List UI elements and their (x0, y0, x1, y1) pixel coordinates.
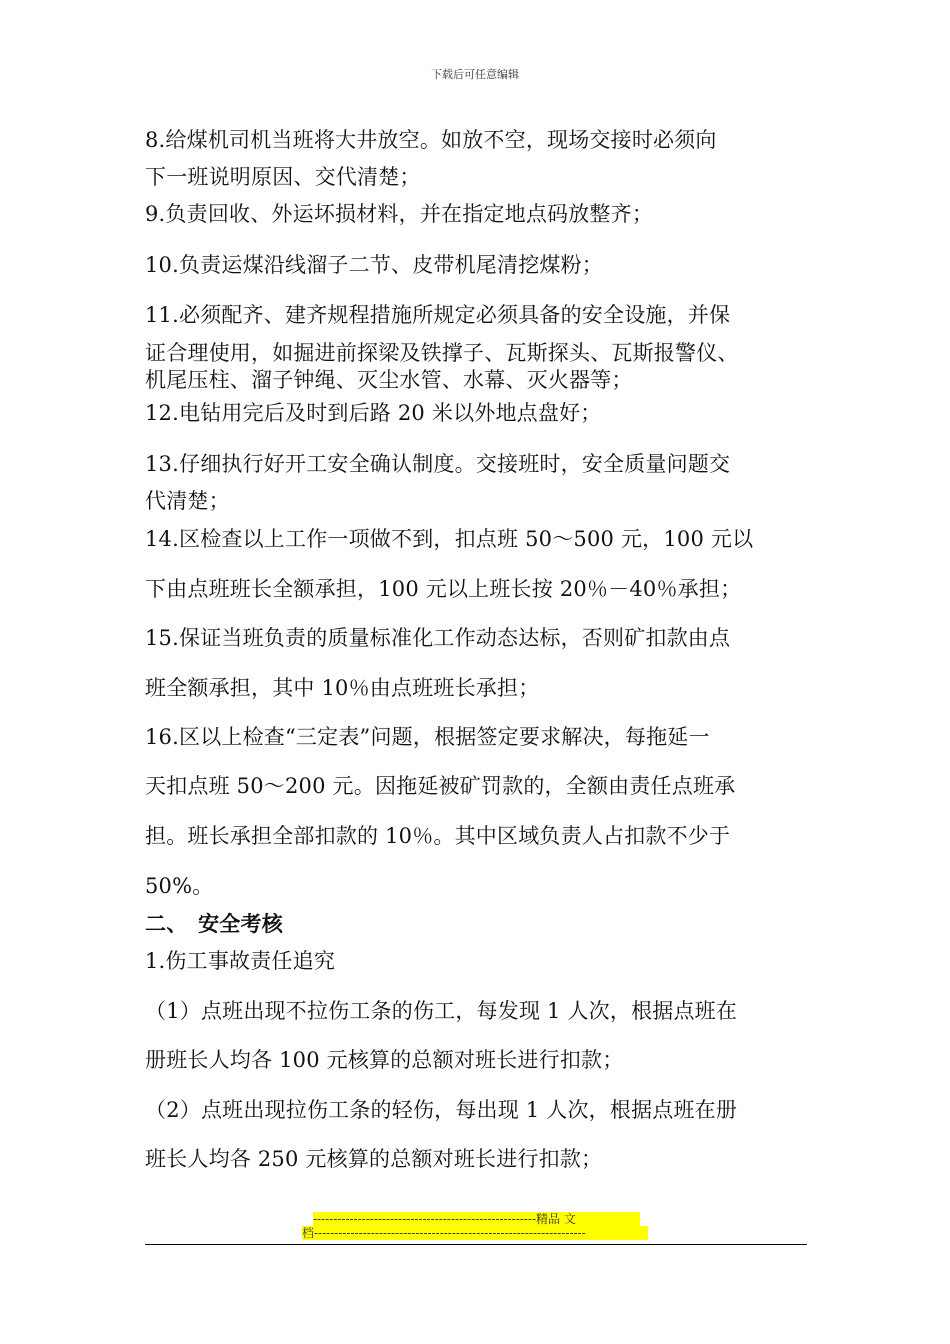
paragraph-line: 9.负责回收、外运坏损材料，并在指定地点码放整齐； (145, 202, 654, 226)
paragraph-line: 12.电钻用完后及时到后路 20 米以外地点盘好； (145, 401, 602, 425)
footer-highlight-line-1: -------------------------------------------------------精品 文 (313, 1212, 640, 1226)
paragraph-line: 1.伤工事故责任追究 (145, 949, 336, 973)
paragraph-line: （1）点班出现不拉伤工条的伤工，每发现 1 人次，根据点班在 (145, 999, 738, 1023)
paragraph-line: 担。班长承担全部扣款的 10％。其中区域负责人占扣款不少于 (145, 824, 731, 848)
paragraph-line: 代清楚； (145, 489, 230, 513)
paragraph-line: 16.区以上检查“三定表”问题，根据签定要求解决，每拖延一 (145, 725, 710, 749)
paragraph-line: 册班长人均各 100 元核算的总额对班长进行扣款； (145, 1048, 624, 1072)
footer-highlight-line-2: 档------------------------------------------------------------------- (302, 1226, 648, 1240)
paragraph-line: 10.负责运煤沿线溜子二节、皮带机尾清挖煤粉； (145, 253, 603, 277)
paragraph-line: 班长人均各 250 元核算的总额对班长进行扣款； (145, 1147, 603, 1171)
page-header: 下载后可任意编辑 (431, 68, 519, 81)
paragraph-line: 8.给煤机司机当班将大井放空。如放不空，现场交接时必须向 (145, 128, 717, 152)
paragraph-line: 15.保证当班负责的质量标准化工作动态达标，否则矿扣款由点 (145, 626, 731, 650)
paragraph-line: 机尾压柱、溜子钟绳、灭尘水管、水幕、灭火器等； (145, 368, 633, 392)
paragraph-line: 班全额承担，其中 10％由点班班长承担； (145, 676, 540, 700)
footer-divider (145, 1244, 807, 1245)
section-heading: 二、 安全考核 (145, 911, 283, 936)
paragraph-line: 下由点班班长全额承担，100 元以上班长按 20％－40％承担； (145, 577, 742, 601)
paragraph-line: 下一班说明原因、交代清楚； (145, 165, 421, 189)
paragraph-line: 50%。 (145, 874, 214, 898)
paragraph-line: 11.必须配齐、建齐规程措施所规定必须具备的安全设施，并保 (145, 303, 731, 327)
paragraph-line: 证合理使用，如掘进前探梁及铁撑子、瓦斯探头、瓦斯报警仪、 (145, 341, 739, 365)
paragraph-line: （2）点班出现拉伤工条的轻伤，每出现 1 人次，根据点班在册 (145, 1098, 738, 1122)
paragraph-line: 13.仔细执行好开工安全确认制度。交接班时，安全质量问题交 (145, 452, 731, 476)
paragraph-line: 天扣点班 50～200 元。因拖延被矿罚款的，全额由责任点班承 (145, 774, 736, 798)
paragraph-line: 14.区检查以上工作一项做不到，扣点班 50～500 元，100 元以 (145, 527, 754, 551)
